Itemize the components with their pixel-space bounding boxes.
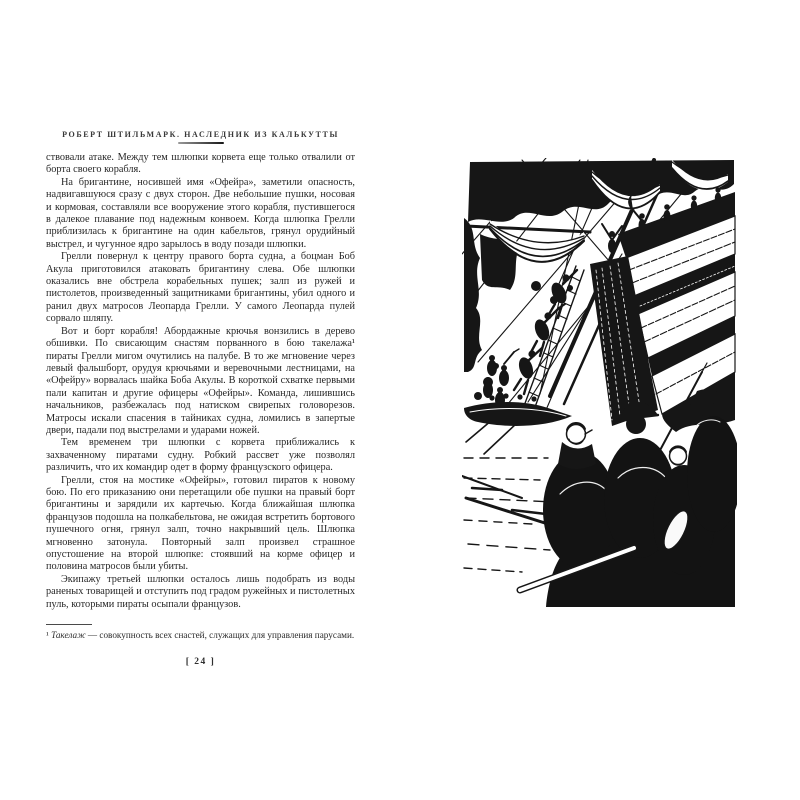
footnote	[46, 630, 355, 641]
running-header: РОБЕРТ ШТИЛЬМАРК. НАСЛЕДНИК ИЗ КАЛЬКУТТЫ	[62, 130, 339, 139]
footnote-term: Такелаж	[51, 630, 86, 640]
paragraph: ствовали атаке. Между тем шлюпки корвета еще только отвалили от борта своего корабля.	[46, 152, 355, 176]
paragraph: Вот и борт корабля! Абордажные крючья вонзились в дерево обшивки. По свисающим снастям порванного в бою такелажа¹ пираты Грелли мигом очутились на палубе. В то же мгновение через левый фальшборт, орудуя крючьями и веревочными лестницами, на «Офейру» ворвалась шайка Боба Акулы. В короткой схватке первыми пали капитан и другие офицеры «Офейры». Команда, лишившись начальников, разбежалась под натиском свирепых головорезов. Матросы искали спасения в тайниках судна, ломились в запертые двери, падали под выстрелами и ударами ножей.	[46, 325, 355, 436]
left-page	[46, 130, 355, 680]
footnote-rule	[46, 624, 92, 625]
paragraph: На бригантине, носившей имя «Офейра», заметили опасность, надвигавшуюся сразу с двух сторон. Две небольшие пушки, носовая и кормовая, составляли все вооружение этого корабля, пустившегося в далекое плавание под надежным конвоем. Когда шлюпка Грелли приблизилась к бригантине на один кабельтов, грянул орудийный выстрел, и чугунное ядро зарылось в воду позади шлюпки.	[46, 176, 355, 250]
rowboat	[464, 393, 572, 454]
paragraph: Грелли повернул к центру правого борта судна, а боцман Боб Акула приготовился атаковать бригантину слева. Обе шлюпки оказались вне обстрела корабельных пушек; залп из ружей и пистолетов, произведенный защитниками бригантины, убил одного и ранил двух матросов Леопарда Грелли. У самого Леопарда пулей сорвало шляпу.	[46, 251, 355, 325]
body-text	[46, 152, 355, 628]
page-number: [ 24 ]	[185, 657, 216, 667]
paragraph: Тем временем три шлюпки с корвета приближались к захваченному пиратами судну. Робкий рассвет уже позволял различить, что их командир одет в форму французского офицера.	[46, 437, 355, 474]
water	[464, 458, 554, 572]
paragraph: Грелли, стоя на мостике «Офейры», готовил пиратов к новому бою. По его приказанию они перетащили обе пушки на правый борт бригантины и зарядили их картечью. Когда ближайшая шлюпка французов подошла на полкабельтова, не ожидая встретить бортового пушечного огня, грянул залп, точно накрывший цель. Шлюпка мгновенно затонула. Повторный залп произвел страшное опустошение на второй шлюпке: стоявший на корме офицер и половина матросов были убиты.	[46, 474, 355, 573]
footnote-block	[46, 624, 355, 641]
footnote-definition: — совокупность всех снастей, служащих для управления парусами.	[87, 630, 355, 640]
paragraph: Экипажу третьей шлюпки осталось лишь подобрать из воды раненых товарищей и отступить под градом ружейных и пистолетных пуль, которыми пираты осыпали французов.	[46, 573, 355, 610]
footnote-marker: ¹	[46, 630, 49, 640]
pirates-at-base	[483, 349, 519, 408]
right-page	[462, 158, 737, 607]
header-rule	[178, 142, 224, 144]
book-illustration	[462, 158, 737, 607]
